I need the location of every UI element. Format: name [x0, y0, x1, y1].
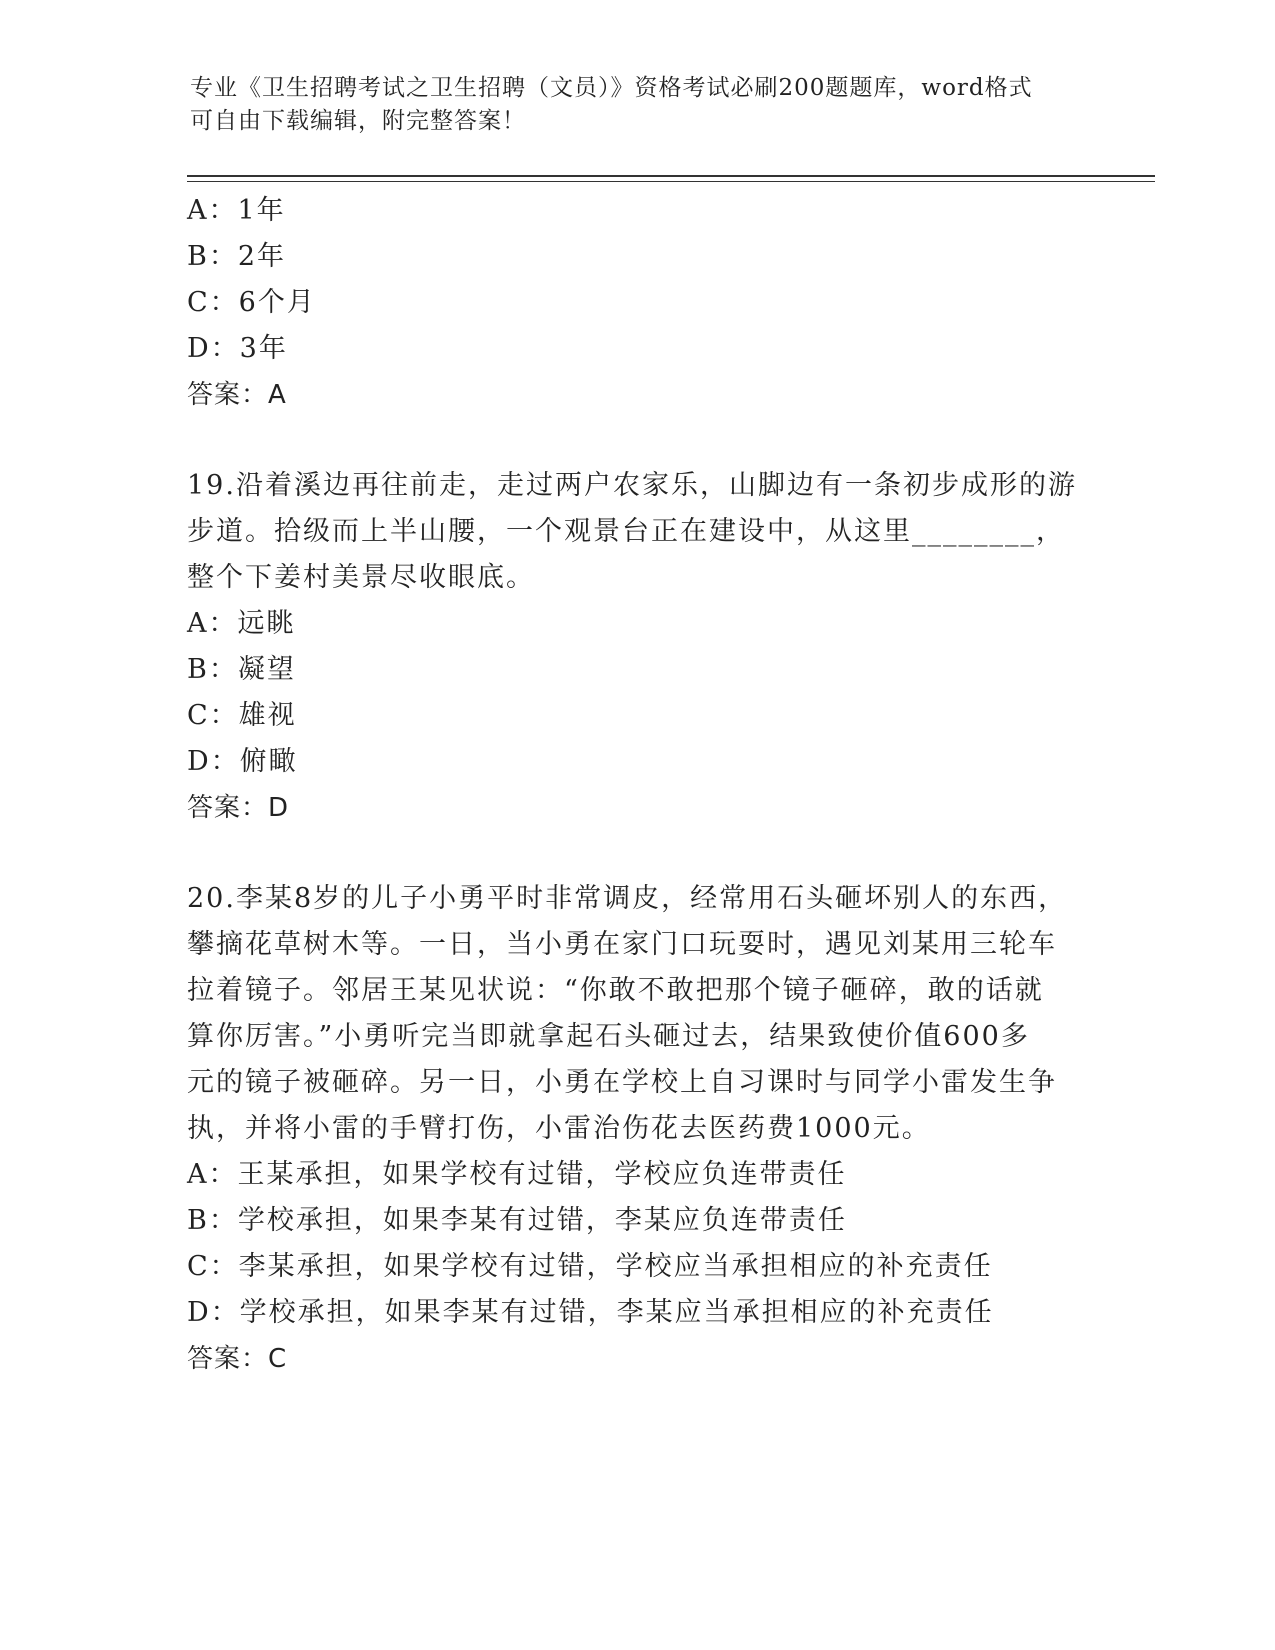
- option-c: C：雄视: [187, 700, 297, 731]
- question-20: [187, 876, 1087, 1382]
- option-b: B：学校承担，如果李某有过错，李某应负连带责任: [187, 1205, 847, 1236]
- option-d: D：3年: [187, 333, 288, 364]
- option-b: B：凝望: [187, 654, 296, 685]
- header-divider: [187, 175, 1155, 177]
- header-divider-thin: [187, 181, 1155, 182]
- question-18: [187, 188, 1087, 418]
- question-gap: [187, 418, 1087, 463]
- answer: 答案：C: [187, 1344, 288, 1374]
- document-header: [190, 72, 1070, 138]
- option-b: B：2年: [187, 241, 287, 272]
- option-d: D：俯瞰: [187, 746, 298, 777]
- question-stem-line: 算你厉害。”小勇听完当即就拿起石头砸过去，结果致使价值600多: [187, 1021, 1030, 1052]
- question-gap: [187, 831, 1087, 876]
- question-stem-line: 步道。拾级而上半山腰，一个观景台正在建设中，从这里________，: [187, 516, 1065, 547]
- question-stem-line: 执，并将小雷的手臂打伤，小雷治伤花去医药费1000元。: [187, 1113, 931, 1144]
- question-stem-line: 19.沿着溪边再往前走，走过两户农家乐，山脚边有一条初步成形的游: [187, 470, 1077, 501]
- question-stem-line: 攀摘花草树木等。一日，当小勇在家门口玩耍时，遇见刘某用三轮车: [187, 929, 1057, 960]
- question-content: [187, 188, 1087, 1382]
- option-a: A：1年: [187, 195, 286, 226]
- question-stem-line: 20.李某8岁的儿子小勇平时非常调皮，经常用石头砸坏别人的东西，: [187, 883, 1068, 914]
- answer: 答案：A: [187, 380, 287, 410]
- question-19: [187, 463, 1087, 831]
- option-a: A：远眺: [187, 608, 296, 639]
- question-stem-line: 拉着镜子。邻居王某见状说：“你敢不敢把那个镜子砸碎，敢的话就: [187, 975, 1044, 1006]
- option-c: C：6个月: [187, 287, 316, 318]
- header-line-2: 可自由下载编辑，附完整答案！: [190, 108, 526, 134]
- option-c: C：李某承担，如果学校有过错，学校应当承担相应的补充责任: [187, 1251, 993, 1282]
- option-a: A：王某承担，如果学校有过错，学校应负连带责任: [187, 1159, 847, 1190]
- option-d: D：学校承担，如果李某有过错，李某应当承担相应的补充责任: [187, 1297, 994, 1328]
- question-stem-line: 整个下姜村美景尽收眼底。: [187, 562, 535, 593]
- header-line-1: 专业《卫生招聘考试之卫生招聘（文员）》资格考试必刷200题题库，word格式: [190, 75, 1033, 101]
- question-stem-line: 元的镜子被砸碎。另一日，小勇在学校上自习课时与同学小雷发生争: [187, 1067, 1057, 1098]
- answer: 答案：D: [187, 793, 290, 823]
